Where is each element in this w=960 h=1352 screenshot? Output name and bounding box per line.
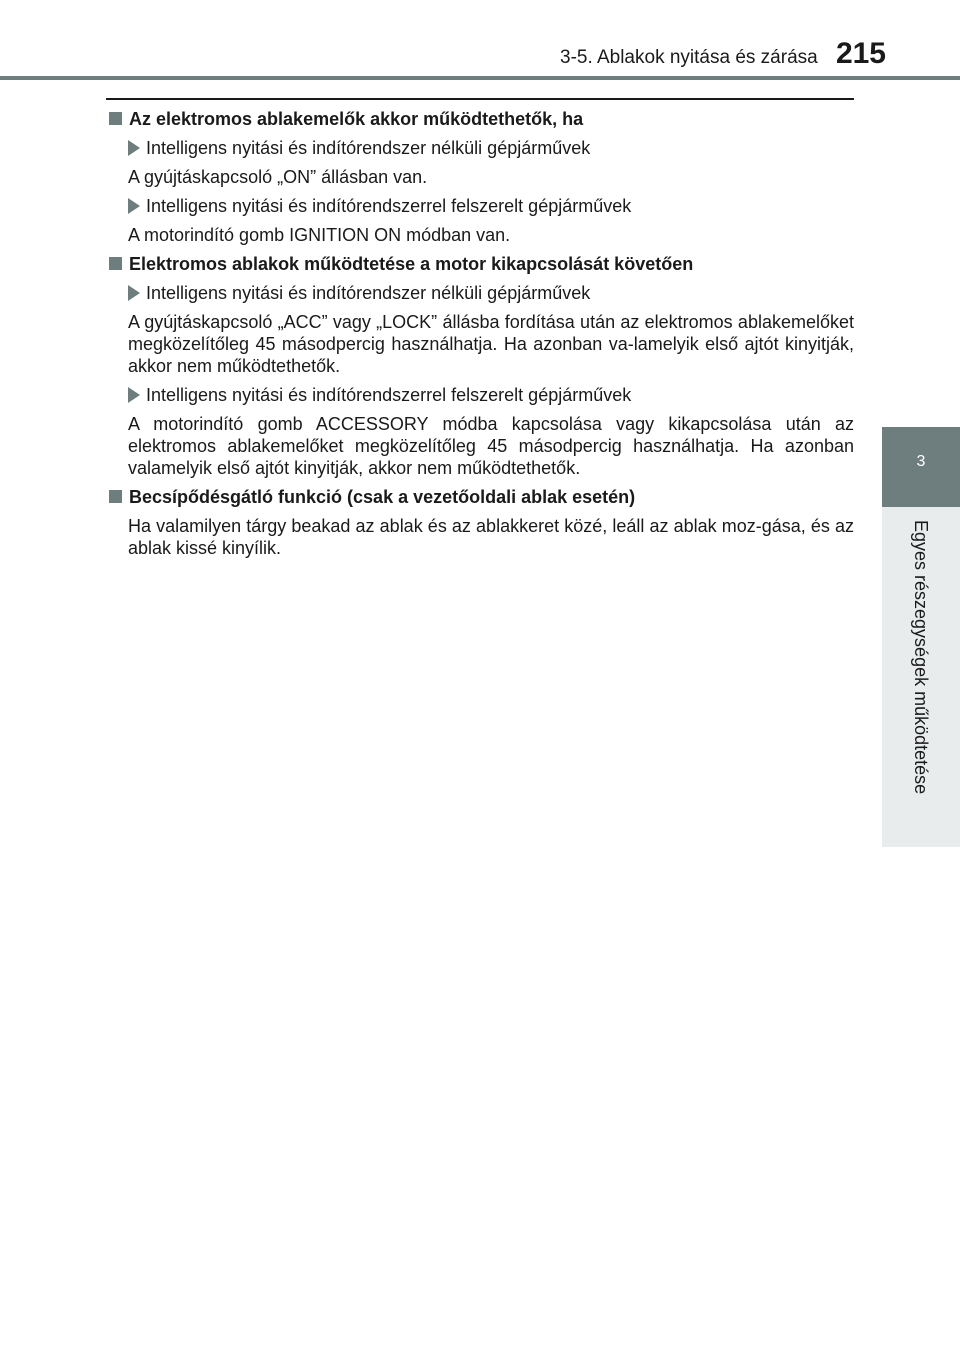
side-tab-number[interactable]: 3 <box>882 427 960 507</box>
paragraph: A motorindító gomb ACCESSORY módba kapcsolása vagy kikapcsolása után az elektromos ablakemelőket megközelítőleg 45 másodpercig használhatja. Ha azonban valamelyik első ajtót kinyitják, akkor nem működtethetők. <box>128 414 854 478</box>
section-heading <box>106 486 854 508</box>
section-heading <box>106 253 854 275</box>
subheading <box>128 137 854 159</box>
paragraph: A gyújtáskapcsoló „ON” állásban van. <box>128 167 428 187</box>
subheading <box>128 282 854 304</box>
triangle-bullet-icon <box>128 285 140 301</box>
square-bullet-icon <box>109 112 122 125</box>
square-bullet-icon <box>109 490 122 503</box>
triangle-bullet-icon <box>128 198 140 214</box>
section-heading-text: Becsípődésgátló funkció (csak a vezetőoldali ablak esetén) <box>129 487 636 507</box>
side-tab-label: Egyes részegységek működtetése <box>911 520 931 795</box>
subheading <box>128 195 854 217</box>
subheading-text: Intelligens nyitási és indítórendszerrel felszerelt gépjárművek <box>146 196 632 216</box>
chapter-title: 3-5. Ablakok nyitása és zárása <box>560 47 818 68</box>
section-rule <box>106 98 854 100</box>
square-bullet-icon <box>109 257 122 270</box>
section-heading <box>106 108 854 130</box>
page-content <box>106 108 854 566</box>
triangle-bullet-icon <box>128 140 140 156</box>
subheading-text: Intelligens nyitási és indítórendszer nélküli gépjárművek <box>146 138 591 158</box>
section-heading-text: Az elektromos ablakemelők akkor működtethetők, ha <box>129 109 584 129</box>
page-number: 215 <box>835 37 886 70</box>
triangle-bullet-icon <box>128 387 140 403</box>
paragraph: A gyújtáskapcsoló „ACC” vagy „LOCK” állásba fordítása után az elektromos ablakemelőket megközelítőleg 45 másodpercig használhatja. Ha azonban va-lamelyik első ajtót kinyitják, akkor nem működtethetők. <box>128 312 854 376</box>
subheading-text: Intelligens nyitási és indítórendszer nélküli gépjárművek <box>146 283 591 303</box>
header-rule <box>0 76 960 80</box>
paragraph: Ha valamilyen tárgy beakad az ablak és az ablakkeret közé, leáll az ablak moz-gása, és az ablak kissé kinyílik. <box>128 516 854 558</box>
paragraph: A motorindító gomb IGNITION ON módban van. <box>128 225 511 245</box>
subheading <box>128 384 854 406</box>
section-heading-text: Elektromos ablakok működtetése a motor kikapcsolását követően <box>129 254 694 274</box>
subheading-text: Intelligens nyitási és indítórendszerrel felszerelt gépjárművek <box>146 385 632 405</box>
